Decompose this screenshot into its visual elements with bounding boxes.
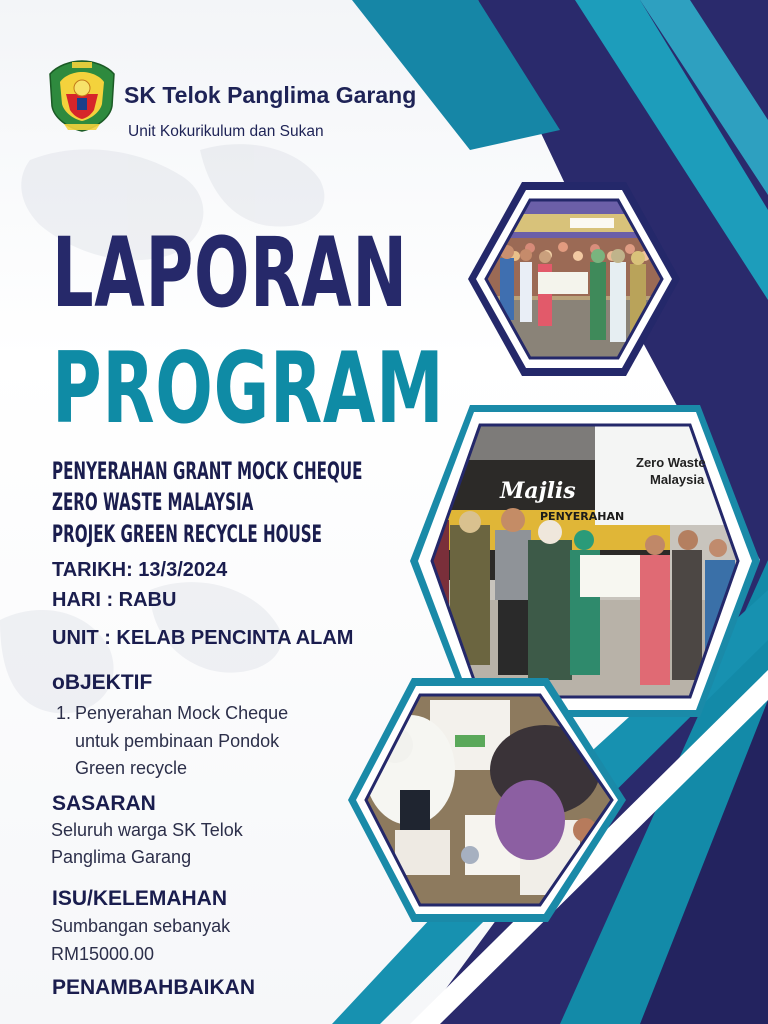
- program-line-3: PROJEK GREEN RECYCLE HOUSE: [52, 520, 322, 548]
- banner-majlis-text: Majlis: [500, 478, 576, 504]
- date-label: TARIKH: 13/3/2024: [52, 559, 228, 581]
- day-label: HARI : RABU: [52, 589, 177, 611]
- objective-line-2: untuk pembinaan Pondok: [75, 731, 280, 751]
- school-name: SK Telok Panglima Garang: [124, 82, 417, 108]
- banner-sub-text: PENYERAHAN: [540, 510, 625, 523]
- school-crest-icon: [44, 58, 120, 134]
- issues-line-1: Sumbangan sebanyak: [51, 916, 231, 936]
- title-program: PROGRAM: [52, 332, 445, 446]
- objective-line-1: Penyerahan Mock Cheque: [75, 703, 289, 723]
- objective-heading: oBJEKTIF: [52, 671, 153, 694]
- improvement-heading: PENAMBAHBAIKAN: [52, 976, 255, 999]
- objective-number: 1.: [56, 703, 72, 723]
- title-laporan: LAPORAN: [52, 217, 408, 329]
- program-line-1: PENYERAHAN GRANT MOCK CHEQUE: [52, 457, 363, 485]
- zero-waste-flag-text-2: Malaysia: [650, 472, 705, 487]
- photo-hexagon-2: [410, 405, 760, 717]
- issues-heading: ISU/KELEMAHAN: [52, 887, 228, 910]
- unit-label: UNIT : KELAB PENCINTA ALAM: [52, 627, 354, 649]
- target-heading: SASARAN: [52, 792, 156, 815]
- program-line-2: ZERO WASTE MALAYSIA: [52, 488, 254, 516]
- unit-subtitle: Unit Kokurikulum dan Sukan: [128, 123, 324, 140]
- issues-line-2: RM15000.00: [51, 944, 155, 964]
- objective-line-3: Green recycle: [75, 758, 188, 778]
- target-line-2: Panglima Garang: [51, 847, 192, 867]
- target-line-1: Seluruh warga SK Telok: [51, 820, 243, 840]
- zero-waste-flag-text: Zero Waste: [636, 455, 706, 470]
